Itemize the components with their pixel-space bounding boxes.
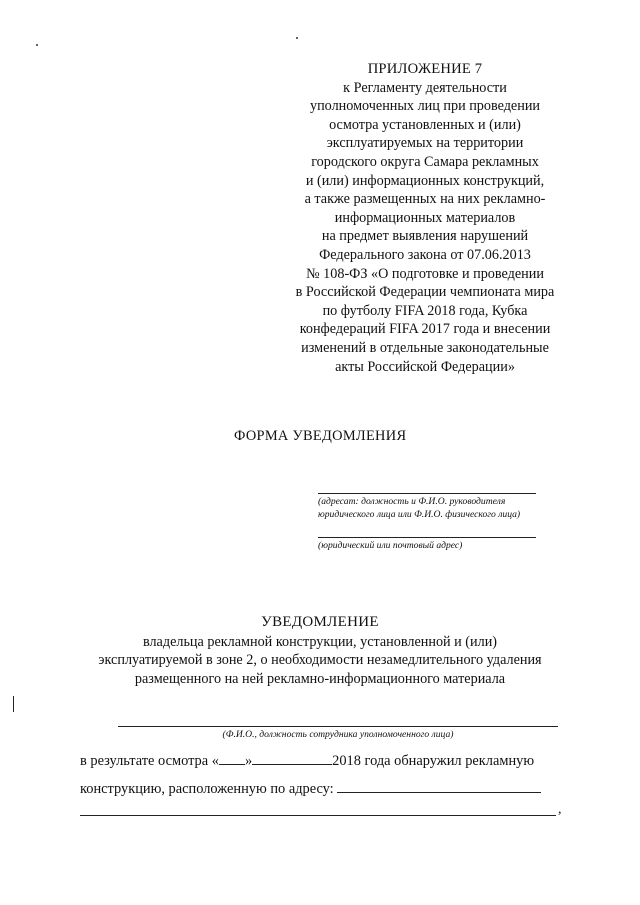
notice-line: владельца рекламной конструкции, установленной и (или) [142, 633, 498, 650]
appendix-header [280, 60, 570, 376]
notice-line: эксплуатируемой в зоне 2, о необходимости незамедлительного удаления [98, 652, 542, 669]
address-continuation-line[interactable] [80, 815, 556, 816]
appendix-line: на предмет выявления нарушений [321, 228, 529, 245]
address-caption: (юридический или почтовый адрес) [318, 540, 463, 551]
appendix-line: а также размещенных на них рекламно- [304, 191, 546, 208]
appendix-line: в Российской Федерации чемпионата мира [295, 284, 555, 301]
addressee-caption [318, 495, 538, 521]
form-title: ФОРМА УВЕДОМЛЕНИЯ [234, 428, 407, 444]
address-fill-line[interactable] [337, 778, 541, 793]
scan-speck [36, 44, 38, 46]
trailing-comma: , [558, 802, 562, 817]
inspection-line-1 [80, 750, 534, 770]
inspection-line-2 [80, 778, 541, 798]
addressee-block [318, 493, 538, 521]
appendix-heading: ПРИЛОЖЕНИЕ 7 [367, 61, 483, 77]
caption-line: юридического лица или Ф.И.О. физического лица) [318, 509, 521, 520]
inspection-address-label: конструкцию, расположенную по адресу: [80, 781, 334, 797]
appendix-line: акты Российской Федерации» [335, 358, 515, 375]
scan-speck [296, 37, 298, 39]
appendix-line: эксплуатируемых на территории [326, 135, 524, 152]
appendix-line: уполномоченных лиц при проведении [309, 98, 541, 115]
caption-line: (адресат: должность и Ф.И.О. руководителя [318, 496, 506, 507]
appendix-line: осмотра установленных и (или) [329, 116, 521, 133]
notice-title: УВЕДОМЛЕНИЕ [261, 614, 379, 630]
appendix-line: по футболу FIFA 2018 года, Кубка [322, 302, 528, 319]
appendix-line: № 108-ФЗ «О подготовке и проведении [306, 265, 544, 282]
fio-caption: (Ф.И.О., должность сотрудника уполномоченного лица) [222, 729, 454, 740]
address-block [318, 537, 538, 552]
appendix-line: информационных материалов [334, 209, 516, 226]
address-fill-line[interactable] [318, 537, 536, 538]
notice-block [60, 613, 580, 688]
day-fill-line[interactable] [219, 750, 245, 765]
appendix-line: городского округа Самара рекламных [311, 153, 539, 170]
addressee-fill-line[interactable] [318, 493, 536, 494]
appendix-line: конфедераций FIFA 2017 года и внесении [299, 321, 551, 338]
margin-mark [13, 696, 14, 712]
quote-close: » [244, 753, 253, 769]
appendix-line: изменений в отдельные законодательные [301, 339, 549, 356]
inspection-prefix: в результате осмотра « [80, 753, 219, 769]
month-fill-line[interactable] [252, 750, 332, 765]
fio-fill-line[interactable] [118, 726, 558, 727]
appendix-line: и (или) информационных конструкций, [305, 172, 545, 189]
appendix-line: к Регламенту деятельности [343, 79, 507, 96]
appendix-line: Федерального закона от 07.06.2013 [319, 246, 531, 263]
inspection-year-text: 2018 года обнаружил рекламную [332, 753, 535, 769]
notice-line: размещенного на ней рекламно-информационного материала [134, 670, 506, 687]
